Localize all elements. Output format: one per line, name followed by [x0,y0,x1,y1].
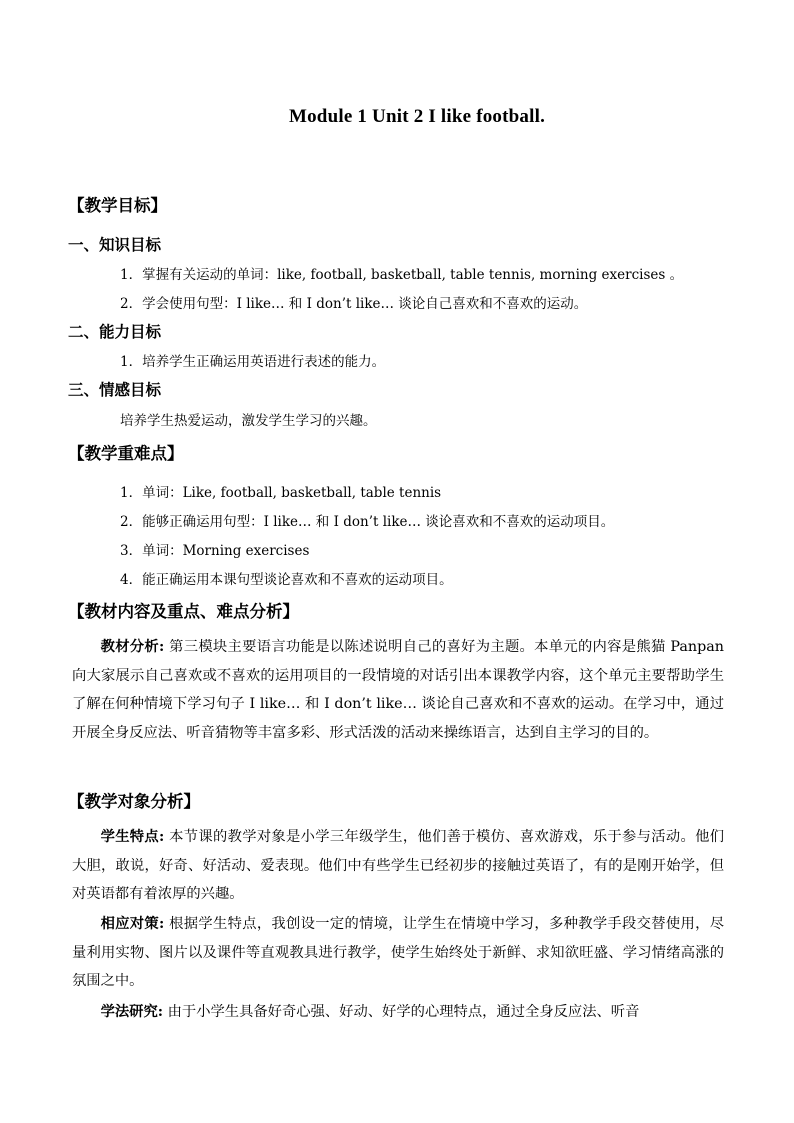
strategy-text: 根据学生特点，我创设一定的情境，让学生在情境中学习，多种教学手段交替使用，尽量利用实物、图片以及课件等直观教具进行教学，使学生始终处于新鲜、求知欲旺盛、学习情绪高涨的氛围之中。 [72,916,724,989]
strategy-label: 相应对策: [100,916,165,932]
key-point-3: 3．单词：Morning exercises [120,543,310,559]
heading-key-points: 【教学重难点】 [68,444,184,463]
material-analysis-label: 教材分析: [100,639,165,655]
heading-teaching-goals: 【教学目标】 [68,196,167,215]
heading-student-analysis: 【教学对象分析】 [68,792,200,811]
material-analysis-paragraph [72,633,724,747]
student-features-label: 学生特点: [100,829,165,845]
ability-item-1: 1．培养学生正确运用英语进行表述的能力。 [120,354,386,370]
student-features-text: 本节课的教学对象是小学三年级学生，他们善于模仿、喜欢游戏，乐于参与活动。他们大胆，敢说，好奇、好活动、爱表现。他们中有些学生已经初步的接触过英语了，有的是刚开始学，但对英语都有着浓厚的兴趣。 [72,829,724,902]
method-paragraph [72,998,724,1027]
emotion-item-1: 培养学生热爱运动，激发学生学习的兴趣。 [120,413,377,429]
knowledge-item-1: 1．掌握有关运动的单词：like, football, basketball, table tennis, morning exercises 。 [120,267,684,283]
material-analysis-text: 第三模块主要语言功能是以陈述说明自己的喜好为主题。本单元的内容是熊猫 Panpan 向大家展示自己喜欢或不喜欢的运用项目的一段情境的对话引出本课教学内容，这个单元主要帮助学生了解在何种情境下学习句子 I like… 和 I don’t like… 谈论自己喜欢和不喜欢的运动。在学习中，通过开展全身反应法、听音猜物等丰富多彩、形式活泼的活动来操练语言，达到自主学习的目的。 [72,639,724,741]
key-point-2: 2．能够正确运用句型：I like… 和 I don’t like… 谈论喜欢和不喜欢的运动项目。 [120,514,615,530]
student-features-paragraph [72,823,724,909]
knowledge-item-2: 2．学会使用句型：I like… 和 I don’t like… 谈论自己喜欢和不喜欢的运动。 [120,296,588,312]
strategy-paragraph [72,910,724,996]
heading-emotion-goals: 三、情感目标 [68,380,162,399]
key-point-1: 1．单词：Like, football, basketball, table tennis [120,485,442,501]
page-title: Module 1 Unit 2 I like football. [288,106,546,127]
method-text: 由于小学生具备好奇心强、好动、好学的心理特点，通过全身反应法、听音 [163,1004,640,1020]
heading-knowledge-goals: 一、知识目标 [68,235,162,254]
method-label: 学法研究: [100,1004,164,1020]
heading-material-analysis: 【教材内容及重点、难点分析】 [68,602,299,621]
heading-ability-goals: 二、能力目标 [68,322,162,341]
key-point-4: 4．能正确运用本课句型谈论喜欢和不喜欢的运动项目。 [120,572,453,588]
